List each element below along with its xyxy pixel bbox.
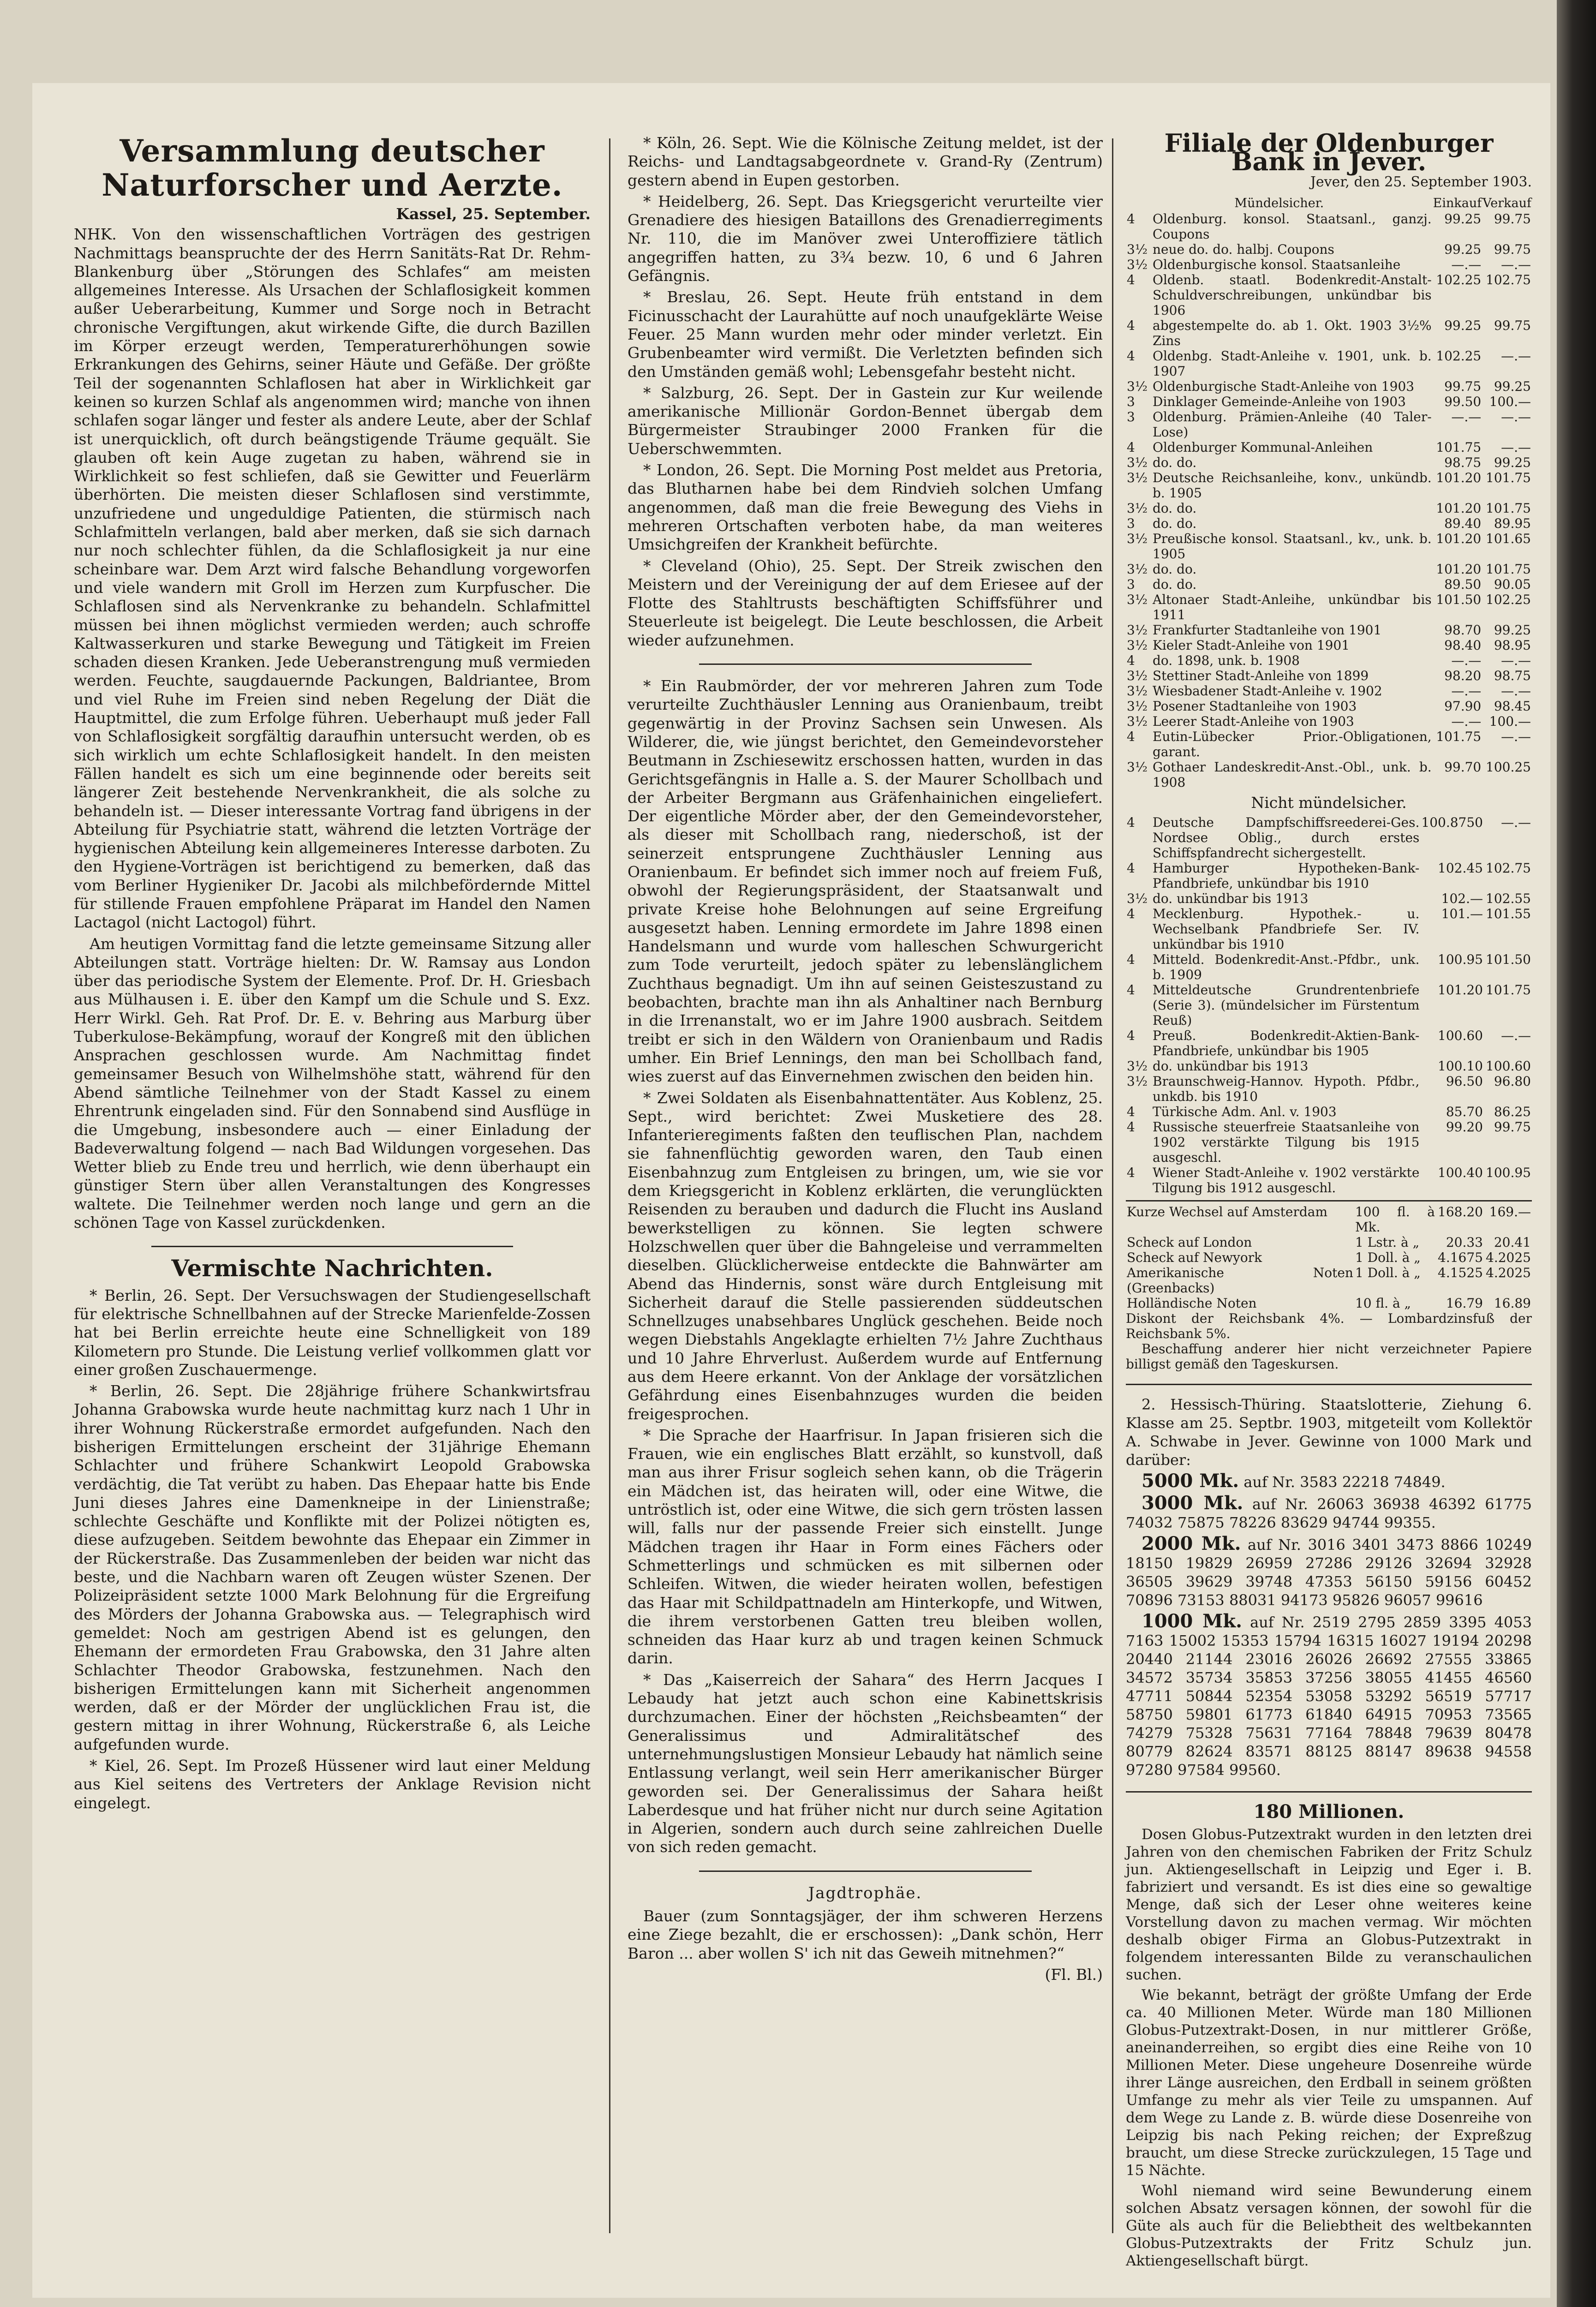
bond-sell: —.— [1501,683,1531,699]
bond-sell: 90.05 [1494,576,1531,592]
bond-row [1126,409,1532,440]
article-headline: Versammlung deutscher Naturforscher und Aerzte. [102,133,563,203]
poem-text: Bauer (zum Sonntagsjäger, der ihm schweren Herzens eine Ziege bezahlt, die er erschossen): „Dank schön, Herr Baron ... aber wollen S' ich nit das Geweih mitnehmen?“ [628,1907,1103,1962]
bond-name: neue do. do. halbj. Coupons [1153,241,1334,257]
bond-row [1126,394,1532,409]
bond-sell: 101.65 [1486,531,1531,546]
exchange-unit: 1 Lstr. à „ [1355,1235,1420,1250]
bond-rate: 3½ [1127,1058,1148,1074]
exchange-row [1126,1250,1532,1265]
bank-title: Filiale der Oldenburger Bank in Jever. [1164,128,1494,177]
bond-row [1126,653,1532,668]
ad-paragraph: Wie bekannt, beträgt der größte Umfang der Erde ca. 40 Millionen Meter. Würde man 180 Millionen Globus-Putzextrakt-Dosen, in nur mittlerer Größe, aneinanderreihen, so ergibt dies eine Reihe von 10 Millionen Meter. Diese ungeheure Dosenreihe würde ihrer Länge ausreichen, den Erdball in seinem größten Umfange zu mehr als vier Teile zu umspannen. Auf dem Wege zu Lande z. B. würde diese Dosenreihe von Leipzig bis nach Peking reichen; der Expreßzug braucht, um diese Strecke zurückzulegen, 15 Tage und 15 Nächte. [1126,1987,1532,2179]
bond-row [1126,729,1532,759]
bond-buy: 89.40 [1444,515,1482,531]
bond-rate: 4 [1127,906,1135,922]
bond-row [1126,379,1532,394]
bond-rate: 4 [1127,815,1135,831]
bond-buy: 97.90 [1444,698,1482,714]
bond-rate: 4 [1127,982,1135,998]
bond-buy: 101.20 [1436,500,1482,516]
bond-rate: 3½ [1127,759,1148,775]
bond-sell: 96.80 [1494,1074,1531,1089]
bond-sell: 102.25 [1486,592,1531,607]
bond-buy: 85.70 [1446,1104,1483,1120]
newspaper-page [32,83,1550,2298]
bond-rate: 3½ [1127,241,1148,257]
article-paragraph: NHK. Von den wissenschaftlichen Vorträgen des gestrigen Nachmittags beanspruchte der des Herrn Sanitäts-Rat Dr. Rehm-Blankenburg über „Störungen des Schlafes“ am meisten allgemeines Interesse. Als Ursachen der Schlaflosigkeit kommen außer Ueberarbeitung, Kummer und Sorge noch in Betracht chronische Vergiftungen, akut wirkende Gifte, die durch Bazillen im Körper erzeugt werden, Temperaturerhöhungen sowie Erkrankungen des Gehirns, seiner Häute und Gefäße. Der größte Teil der sogenannten Schlaflosen hat aber in Wirklichkeit gar keinen so kurzen Schlaf als angenommen wird; manche von ihnen schlafen sogar länger und fester als andere Leute, aber der Schlaf ist unerquicklich, oft durch beängstigende Träume gequält. Sie glauben oft kein Auge zugetan zu haben, während sie in Wirklichkeit so fest schliefen, daß sie Gewitter und Feuerlärm überhörten. Die meisten dieser Schlaflosen sind verstimmte, unzufriedene und ungeduldige Patienten, die stürmisch nach Schlafmitteln verlangen, bald aber merken, daß sie sich darnach nur noch schlechter fühlen, da die Schlaflosigkeit ja nur eine scheinbare war. Dem Arzt wird falsche Behandlung vorgeworfen und viele wandern mit Groll im Herzen zum Kurpfuscher. Die Schlaflosen sind als Nervenkranke zu behandeln. Schlafmittel müssen bei ihnen möglichst vermieden werden; auch schroffe Kaltwasserkuren und starke Bewegung und Tätigkeit im Freien schaden diesen Kranken. Jede Ueberanstrengung muß vermieden werden. Feuchte, saugdauernde Packungen, Baldriantee, Brom und viel Ruhe im Freien sind neben Regelung der Diät die Hauptmittel, die zum Erfolge führen. Ueberhaupt muß jeder Fall von Schlaflosigkeit sorgfältig daraufhin untersucht werden, ob es sich wirklich um echte Schlaflosigkeit handelt. In den meisten Fällen handelt es sich um eine beginnende oder bereits seit längerer Zeit bestehende Nervenkrankheit, die als solche zu behandeln ist. — Dieser interessante Vortrag fand übrigens in der Abteilung für Psychiatrie statt, während die letzten Vorträge der hygienischen Abteilung kein allgemeineres Interesse darboten. Zu den Hygiene-Vorträgen ist berichtigend zu bemerken, daß das vom Berliner Hygieniker Dr. Jacobi als milchbefördernde Mittel für stillende Frauen empfohlene Präparat im Handel den Namen Lactagol (nicht Lactogol) führt. [74,225,591,932]
prize-line [1126,1535,1532,1609]
bond-rate: 4 [1127,1104,1135,1120]
news-item: * Die Sprache der Haarfrisur. In Japan frisieren sich die Frauen, wie ein englisches Blatt erzählt, so kunstvoll, daß man aus ihrer Frisur sogleich sehen kann, ob die Trägerin ein Mädchen ist, das heiraten will, oder eine Witwe, die untröstlich ist, oder eine Witwe, die sich gern trösten lassen will, falls nur der passende Freier sich einstellt. Junge Mädchen tragen ihr Haar in Form eines Fächers oder Schmetterlings und schmücken es mit silbernen oder Schleifen. Witwen, die wieder heiraten wollen, befestigen das Haar mit Schildpattnadeln am Hinterkopfe, und Witwen, die ihrem verstorbenen Gatten treu bleiben wollen, schneiden das Haar kurz ab und tragen keinen Schmuck darin. [628,1426,1103,1667]
exchange-label: Scheck auf London [1127,1235,1252,1250]
bond-sell: 99.75 [1494,241,1531,257]
bank-note: Beschaffung anderer hier nicht verzeichneter Papiere billigst gemäß den Tageskursen. [1126,1341,1532,1372]
bond-row [1126,562,1532,577]
bond-rate: 3 [1127,394,1135,409]
bond-buy: 99.20 [1446,1119,1483,1135]
prize-amount: 5000 Mk. [1142,1470,1239,1492]
bond-sell: 100.— [1489,713,1531,729]
bond-name: Gothaer Landeskredit-Anst.-Obl., unk. b. 1908 [1153,759,1432,790]
bond-buy: —.— [1451,713,1482,729]
bond-name: Braunschweig-Hannov. Hypoth. Pfdbr., unkdb. bis 1910 [1153,1074,1420,1105]
bond-sell: 86.25 [1494,1104,1531,1120]
discount-note: Diskont der Reichsbank 4%. — Lombardzinsfuß der Reichsbank 5%. [1126,1311,1532,1342]
bond-sell: 102.55 [1486,891,1531,907]
article-paragraph: Am heutigen Vormittag fand die letzte gemeinsame Sitzung aller Abteilungen statt. Vorträge hielten: Dr. W. Ramsay aus London über das periodische System der Elemente. Prof. Dr. H. Griesbach aus Mülhausen i. E. über den Kampf um die Schule und S. Exz. Herr Wirkl. Geh. Rat Prof. Dr. E. v. Behring aus Marburg über Tuberkulose-Bekämpfung, worauf der Kongreß mit den üblichen Ansprachen geschlossen wurde. Am Nachmittag findet gemeinsamer Besuch von Wilhelmshöhe statt, während für den Abend sämtliche Teilnehmer von der Stadt Kassel zu einem Ehrentrunk eingeladen sind. Für den Sonnabend sind Ausflüge in die Umgebung, insbesondere auch — einer Einladung der Badeverwaltung folgend — nach Bad Wildungen vorgesehen. Das Wetter blieb zu Ende treu und herrlich, wie denn überhaupt ein günstiger Stern über allen Veranstaltungen des Kongresses waltete. Die Teilnehmer werden noch lange und gern an die schönen Tage von Kassel zurückdenken. [74,934,591,1232]
bond-sell: 100.95 [1486,1165,1531,1181]
bond-rate: 3½ [1127,470,1148,485]
bond-sell: 101.75 [1486,470,1531,485]
bond-rate: 4 [1127,439,1135,455]
exchange-sell: 4.2025 [1486,1265,1531,1281]
bond-name: Wiesbadener Stadt-Anleihe v. 1902 [1153,683,1382,699]
bond-row [1126,683,1532,699]
bank-table-mundelsicher [1126,195,1532,790]
bond-buy: —.— [1451,257,1482,272]
bond-row [1126,1028,1532,1058]
exchange-label: Kurze Wechsel auf Amsterdam [1127,1204,1328,1220]
bond-sell: 101.75 [1486,500,1531,516]
bond-sell: 101.55 [1486,906,1531,922]
poem-title: Jagdtrophäe. [808,1883,922,1902]
bond-buy: 98.40 [1444,637,1482,653]
bond-row [1126,1165,1532,1195]
bond-rate: 4 [1127,729,1135,744]
exchange-label: Amerikanische Noten (Greenbacks) [1127,1265,1353,1296]
exchange-sell: 4.2025 [1486,1250,1531,1266]
bond-row [1126,211,1532,242]
bond-buy: 100.60 [1438,1028,1483,1044]
bond-buy: 100.95 [1438,952,1483,968]
bond-name: Oldenburgische konsol. Staatsanleihe [1153,257,1401,272]
bond-row [1126,815,1532,861]
section-headline: Vermischte Nachrichten. [171,1255,493,1282]
prize-line [1126,1494,1532,1532]
bond-name: do. unkündbar bis 1913 [1153,891,1309,907]
bank-date: Jever, den 25. September 1903. [1310,173,1532,190]
bond-row [1126,348,1532,379]
bond-sell: —.— [1501,257,1531,272]
news-item: * Köln, 26. Sept. Wie die Kölnische Zeitung meldet, ist der Reichs- und Landtagsabgeordnete v. Grand-Ry (Zentrum) gestern abend in Eupen gestorben. [628,134,1103,189]
bond-sell: 99.75 [1494,211,1531,227]
bond-name: Leerer Stadt-Anleihe von 1903 [1153,713,1354,729]
prize-numbers: auf Nr. 3583 22218 74849. [1243,1473,1446,1491]
bond-name: do. 1898, unk. b. 1908 [1153,652,1300,668]
section-divider [1126,1200,1532,1201]
bond-sell: —.— [1501,439,1531,455]
news-item: * Heidelberg, 26. Sept. Das Kriegsgericht verurteilte vier Grenadiere des hiesigen Bataillons des Grenadierregiments Nr. 110, die im Manöver zwei Unteroffiziere tätlich angegriffen hatten, zu 3¾ bezw. 10, 6 und 6 Jahren Gefängnis. [628,192,1103,285]
bond-name: Hamburger Hypotheken-Bank-Pfandbriefe, unkündbar bis 1910 [1153,861,1420,891]
bond-buy: 102.25 [1436,348,1482,364]
bond-row [1126,272,1532,318]
bond-buy: 102.25 [1436,272,1482,287]
bond-buy: 101.75 [1436,439,1482,455]
bond-buy: 102.45 [1438,861,1483,876]
bond-sell: 99.25 [1494,454,1531,470]
column-right [1126,128,1532,2272]
article-dateline: Kassel, 25. September. [396,205,591,223]
prize-numbers: auf Nr. 3016 3401 3473 8866 10249 18150 19829 26959 27286 29126 32694 32928 36505 39629 39748 47353 56150 59156 60452 70896 73153 88031 94173 95826 96057 99616 [1126,1536,1532,1609]
bond-rate: 3½ [1127,713,1148,729]
exchange-unit: 10 fl. à „ [1355,1296,1411,1311]
news-item: * Das „Kaiserreich der Sahara“ des Herrn Jacques I Lebaudy hat jetzt auch schon eine Kabinettskrisis durchzumachen. Einer der höchsten „Reichsbeamten“ der Generalissimus und Admiralitätschef des unternehmungslustigen Monsieur Lebaudy hat nämlich seine Entlassung verlangt, weil sein Herr amerikanischer Bürger geworden sei. Der Generalissimus der Sahara heißt Laberdesque und hat früher nicht nur durch seine Agitation in Algerien, sondern auch durch seine zahlreichen Duelle von sich reden gemacht. [628,1670,1103,1856]
news-item: * London, 26. Sept. Die Morning Post meldet aus Pretoria, das Blutharnen habe bei dem Rindvieh solchen Umfang angenommen, daß man die freie Bewegung des Viehs in mehreren Ortschaften verboten habe, da man weiteres Umsichgreifen der Krankheit befürchte. [628,461,1103,554]
bond-name: Deutsche Reichsanleihe, konv., unkündb. b. 1905 [1153,470,1432,501]
bond-sell: 101.75 [1486,982,1531,998]
bond-rate: 3½ [1127,668,1148,683]
bond-buy: 101.20 [1436,531,1482,546]
bond-name: Preußische konsol. Staatsanl., kv., unk. b. 1905 [1153,531,1432,562]
lottery-title: 2. Hessisch-Thüring. Staatslotterie, Ziehung 6. Klasse am 25. Septbr. 1903, mitgeteilt vom Kollektör A. Schwabe in Jever. Gewinne von 1000 Mark und darüber: [1126,1396,1532,1469]
bond-row [1126,759,1532,790]
section-divider [699,1871,1032,1872]
bond-name: Mitteld. Bodenkredit-Anst.-Pfdbr., unk. b. 1909 [1153,952,1420,983]
exchange-sell: 20.41 [1494,1235,1531,1250]
bond-row [1126,257,1532,272]
bond-buy: 96.50 [1446,1074,1483,1089]
bond-rate: 3½ [1127,454,1148,470]
bond-name: Oldenburger Kommunal-Anleihen [1153,439,1373,455]
prize-line [1126,1472,1532,1491]
bond-row [1126,1058,1532,1074]
bond-name: Türkische Adm. Anl. v. 1903 [1153,1104,1337,1120]
bond-name: Kieler Stadt-Anleihe von 1901 [1153,637,1350,653]
bond-row [1126,501,1532,516]
section-divider [1126,1791,1532,1793]
bond-sell: 89.95 [1494,515,1531,531]
poem-source: (Fl. Bl.) [1045,1965,1103,1984]
exchange-buy: 4.1675 [1438,1250,1483,1266]
exchange-sell: 169.— [1489,1204,1531,1220]
bond-row [1126,1104,1532,1119]
exchange-table [1126,1204,1532,1311]
bond-row [1126,668,1532,683]
bond-rate: 3 [1127,576,1135,592]
bond-rate: 3½ [1127,561,1148,577]
bond-name: do. do. [1153,500,1197,516]
column-left [74,134,591,1815]
prize-line [1126,1612,1532,1779]
bond-rate: 4 [1127,1165,1135,1181]
bond-rate: 4 [1127,272,1135,287]
bond-sell: —.— [1501,348,1531,364]
bond-buy: 99.75 [1444,378,1482,394]
news-item: * Berlin, 26. Sept. Der Versuchswagen der Studiengesellschaft für elektrische Schnellbahnen auf der Strecke Marienfelde-Zossen hat bei Berlin erreichte heute eine Schnelligkeit von 189 Kilometern pro Stunde. Die Leistung verlief vollkommen glatt vor einer großen Zuschauermenge. [74,1286,591,1379]
bond-sell: —.— [1501,815,1531,831]
column-divider [1112,138,1113,2233]
bond-buy: 101.— [1441,906,1483,922]
bond-name: Preuß. Bodenkredit-Aktien-Bank-Pfandbriefe, unkündbar bis 1905 [1153,1028,1420,1059]
bond-buy: —.— [1451,409,1482,424]
bond-name: Oldenburg. konsol. Staatsanl., ganzj. Coupons [1153,211,1432,242]
bond-buy: 101.75 [1436,729,1482,744]
bond-sell: —.— [1501,652,1531,668]
ad-paragraph: Wohl niemand wird seine Bewunderung einem solchen Absatz versagen können, der sowohl für die Güte als auch für die Beliebtheit des weltbekannten Globus-Putzextrakts der Fritz Schulz jun. Aktiengesellschaft bürgt. [1126,2182,1532,2270]
bond-name: Mecklenburg. Hypothek.- u. Wechselbank Pfandbriefe Ser. IV. unkündbar bis 1910 [1153,906,1420,952]
bond-rate: 3 [1127,409,1135,424]
bond-rate: 3½ [1127,683,1148,699]
bond-row [1126,455,1532,470]
exchange-row [1126,1265,1532,1296]
bond-buy: —.— [1451,652,1482,668]
exchange-unit: 1 Doll. à „ [1355,1250,1421,1266]
bond-sell: 101.75 [1486,561,1531,577]
bond-name: do. do. [1153,576,1197,592]
bond-buy: 99.25 [1444,211,1482,227]
bond-row [1126,952,1532,982]
col-header-sell: Verkauf [1482,196,1531,210]
exchange-unit: 100 fl. à Mk. [1355,1204,1435,1235]
bond-row [1126,714,1532,729]
prize-numbers: auf Nr. 2519 2795 2859 3395 4053 7163 15002 15353 15794 16315 16027 19194 20298 20440 21144 23016 26026 26692 27555 33865 34572 35734 35853 37256 38055 41455 46560 47711 50844 52354 53058 53292 56519 57717 58750 59801 61773 61840 64915 70953 73565 74279 75328 75631 77164 78848 79639 80478 80779 82624 83571 88125 88147 89638 94558 97280 97584 99560. [1126,1614,1532,1779]
bond-row [1126,1074,1532,1104]
exchange-buy: 168.20 [1438,1204,1483,1220]
bond-row [1126,242,1532,257]
bond-row [1126,699,1532,714]
page-edge-shadow [1557,0,1596,2307]
news-item: * Zwei Soldaten als Eisenbahnattentäter. Aus Koblenz, 25. Sept., wird berichtet: Zwei Musketiere des 28. Infanterieregiments faßten den teuflischen Plan, nachdem sie fahnenflüchtig geworden waren, den Taub einen Eisenbahnzug zum Entgleisen zu bringen, um, wie sie vor dem Kriegsgericht in Koblenz erklärten, die verunglückten Reisenden zu berauben und dadurch die Flucht ins Ausland bewerkstelligen zu können. Sie legten schwere Holzschwellen quer über die Bahngeleise und verrammelten dieselben. Glücklicherweise entdeckte die Bahnwärter am Abend das Hindernis, sonst wäre durch Entgleisung mit Sicherheit darauf die Stelle passierenden süddeutschen Schnellzuges unabsehbares Unglück geschehen. Beide noch wegen Diebstahls Angeklagte erhielten 7½ Jahre Zuchthaus und 10 Jahre Ehrverlust. Außerdem wurde auf Entfernung aus dem Heere erkannt. Von der Anklage der vorsätzlichen Gefährdung eines Eisenbahnzuges wurden die beiden freigesprochen. [628,1088,1103,1423]
bond-buy: 102.— [1441,891,1483,907]
bond-buy: —.— [1451,683,1482,699]
news-item: * Berlin, 26. Sept. Die 28jährige frühere Schankwirtsfrau Johanna Grabowska wurde heute nachmittag kurz nach 1 Uhr in ihrer Wohnung Rückerstraße ermordet aufgefunden. Nach den bisherigen Ermittelungen erscheint der 31jährige Ehemann Schlachter und frühere Schankwirt Leopold Grabowska verdächtig, die Tat verübt zu haben. Das Ehepaar hatte bis Ende Juni dieses Jahres eine Damenkneipe in der Linienstraße; schlechte Geschäfte und Konflikte mit der Polizei nötigten es, diese aufzugeben. Seitdem bewohnte das Ehepaar ein Zimmer in der Rückerstraße. Das Zusammenleben der beiden war nicht das beste, und die Nachbarn waren oft Zeugen wüster Szenen. Der Polizeipräsident setzte 1000 Mark Belohnung für die Ergreifung des Mörders der Johanna Grabowska aus. — Telegraphisch wird gemeldet: Noch am gestrigen Abend ist es gelungen, den Ehemann der ermordeten Frau Grabowska, den 31 Jahre alten Schlachter Theodor Grabowska, festzunehmen. Nach den bisherigen Ermittelungen kann mit Sicherheit angenommen werden, daß er der Mörder der unglücklichen Frau ist, die gestern mittag in ihrer Wohnung, Rückerstraße 6, als Leiche aufgefunden wurde. [74,1382,591,1753]
bond-name: Eutin-Lübecker Prior.-Obligationen, garant. [1153,729,1432,759]
prize-amount: 3000 Mk. [1142,1492,1243,1514]
ad-headline: 180 Millionen. [1253,1801,1405,1823]
news-item: * Salzburg, 26. Sept. Der in Gastein zur Kur weilende amerikanische Millionär Gordon-Bennet übergab dem Bürgermeister Straubinger 2000 Franken für die Ueberschwemmten. [628,383,1103,458]
bond-rate: 3½ [1127,500,1148,516]
bond-name: Oldenb. staatl. Bodenkredit-Anstalt-Schuldverschreibungen, unkündbar bis 1906 [1153,272,1432,318]
news-item: * Ein Raubmörder, der vor mehreren Jahren zum Tode verurteilte Zuchthäusler Lenning aus Oranienbaum, treibt gegenwärtig in der Provinz Sachsen sein Unwesen. Als Wilderer, die, wie jüngst berichtet, den Gemeindevorsteher Beutmann in Zschiesewitz erschossen hatten, wurden in das Gerichtsgefängnis in Halle a. S. der Maurer Schollbach und der Arbeiter Bergmann aus Gräfenhainichen eingeliefert. Der eigentliche Mörder aber, der den Gemeindevorsteher, als dieser mit Schollbach rang, niederschoß, ist der seinerzeit entsprungene Zuchthäusler Lenning aus Oranienbaum. Er befindet sich immer noch auf freiem Fuß, obwohl der Regierungspräsident, der Staatsanwalt und private Kreise hohe Belohnungen auf seine Ergreifung ausgesetzt haben. Lenning ermordete im Jahre 1898 einen Handelsmann und wurde vom halleschen Schwurgericht zum Tode verurteilt, jedoch später zu lebenslänglichem Zuchthaus begnadigt. Um ihn auf seinen Geisteszustand zu beobachten, brachte man ihn als Anhaltiner nach Bernburg in die Irrenanstalt, wo er im Jahre 1900 ausbrach. Seitdem treibt er sich in den Wäldern von Oranienbaum und Radis umher. Ein Brief Lennings, den man bei Schollbach fand, wies zuerst auf das Einvernehmen zwischen den beiden hin. [628,677,1103,1086]
bond-rate: 4 [1127,952,1135,968]
bond-buy: 100.8750 [1421,815,1483,831]
bond-rate: 4 [1127,1028,1135,1044]
bond-name: do. unkündbar bis 1913 [1153,1058,1309,1074]
bond-name: do. do. [1153,454,1197,470]
bond-rate: 4 [1127,317,1135,333]
section-divider [1126,1384,1532,1385]
bond-rate: 4 [1127,211,1135,227]
bond-name: abgestempelte do. ab 1. Okt. 1903 3½% Zins [1153,317,1432,348]
bond-buy: 99.70 [1444,759,1482,775]
bond-name: Altonaer Stadt-Anleihe, unkündbar bis 1911 [1153,592,1432,622]
bond-row [1126,592,1532,622]
bond-sell: —.— [1501,729,1531,744]
bond-rate: 3½ [1127,637,1148,653]
section-divider [699,663,1032,665]
exchange-label: Scheck auf Newyork [1127,1250,1262,1266]
column-middle [628,134,1103,1986]
bond-buy: 101.20 [1438,982,1483,998]
bond-name: Oldenburg. Prämien-Anleihe (40 Taler-Lose) [1153,409,1432,440]
section-label: Nicht mündelsicher. [1251,793,1407,812]
bond-row [1126,622,1532,638]
bond-row [1126,516,1532,531]
bond-sell: 99.75 [1494,317,1531,333]
exchange-buy: 16.79 [1446,1296,1483,1311]
bond-rate: 3½ [1127,891,1148,907]
bond-name: Wiener Stadt-Anleihe v. 1902 verstärkte Tilgung bis 1912 ausgeschl. [1153,1165,1420,1196]
bond-sell: 99.75 [1494,1119,1531,1135]
bond-rate: 4 [1127,348,1135,364]
ad-paragraph: Dosen Globus-Putzextrakt wurden in den letzten drei Jahren von den chemischen Fabriken der Fritz Schulz jun. Aktiengesellschaft in Leipzig und Eger i. B. fabriziert und versandt. Es ist dies eine so gewaltige Menge, daß sich der Leser ohne weiteres keine Vorstellung davon zu machen vermag. Wir möchten deshalb obiger Firma an Globus-Putzextrakt in folgendem interessanten Bilde zu veranschaulichen suchen. [1126,1826,1532,1984]
bond-rate: 4 [1127,861,1135,876]
bond-row [1126,318,1532,348]
bond-sell: 100.60 [1486,1058,1531,1074]
exchange-row [1126,1235,1532,1250]
column-divider [609,138,610,2233]
exchange-unit: 1 Doll. à „ [1355,1265,1421,1281]
bond-sell: 98.75 [1494,668,1531,683]
bond-buy: 101.20 [1436,470,1482,485]
bond-buy: 99.25 [1444,317,1482,333]
bond-name: Mitteldeutsche Grundrentenbriefe (Serie 3). (mündelsicher im Fürstentum Reuß) [1153,982,1420,1028]
bond-buy: 99.25 [1444,241,1482,257]
bond-rate: 3½ [1127,592,1148,607]
exchange-sell: 16.89 [1494,1296,1531,1311]
bond-row [1126,982,1532,1028]
prize-amount: 2000 Mk. [1142,1533,1241,1555]
bond-buy: 89.50 [1444,576,1482,592]
col-header-buy: Einkauf [1433,196,1482,210]
bond-buy: 100.40 [1438,1165,1483,1181]
bond-rate: 3½ [1127,1074,1148,1089]
bond-sell: 102.75 [1486,272,1531,287]
bond-sell: 100.25 [1486,759,1531,775]
bond-rate: 4 [1127,652,1135,668]
section-divider [151,1246,513,1247]
bond-sell: 99.25 [1494,622,1531,638]
news-item: * Kiel, 26. Sept. Im Prozeß Hüssener wird laut einer Meldung aus Kiel seitens des Vertreters der Anklage Revision nicht eingelegt. [74,1757,591,1812]
bond-name: Stettiner Stadt-Anleihe von 1899 [1153,668,1369,683]
bond-row [1126,470,1532,501]
bond-row [1126,531,1532,562]
bond-row [1126,577,1532,592]
bond-name: Oldenbg. Stadt-Anleihe v. 1901, unk. b. 1907 [1153,348,1432,379]
bond-name: Dinklager Gemeinde-Anleihe von 1903 [1153,394,1406,409]
bond-row [1126,440,1532,455]
bond-row [1126,1119,1532,1165]
news-item: * Breslau, 26. Sept. Heute früh entstand in dem Ficinusschacht der Laurahütte auf noch unaufgeklärte Weise Feuer. 25 Mann wurden mehr oder minder verletzt. Ein Grubenbeamter wird vermißt. Die Verletzten befinden sich den Umständen gemäß wohl; Lebensgefahr besteht nicht. [628,288,1103,381]
exchange-buy: 20.33 [1446,1235,1483,1250]
bond-name: Oldenburgische Stadt-Anleihe von 1903 [1153,378,1415,394]
bond-name: do. do. [1153,561,1197,577]
exchange-row [1126,1204,1532,1235]
bond-sell: 99.25 [1494,378,1531,394]
bond-name: Posener Stadtanleihe von 1903 [1153,698,1357,714]
bond-rate: 3½ [1127,378,1148,394]
exchange-row [1126,1296,1532,1311]
bond-buy: 98.20 [1444,668,1482,683]
lottery-prizes [1126,1472,1532,1779]
bond-buy: 99.50 [1444,394,1482,409]
bond-buy: 101.20 [1436,561,1482,577]
bond-sell: 101.50 [1486,952,1531,968]
bond-rate: 4 [1127,1119,1135,1135]
bond-rate: 3½ [1127,531,1148,546]
bond-name: Deutsche Dampfschiffsreederei-Ges. Nordsee Oblig., durch erstes Schiffspfandrecht sichergestellt. [1153,815,1420,861]
bond-buy: 98.75 [1444,454,1482,470]
bond-name: Russische steuerfreie Staatsanleihe von 1902 verstärkte Tilgung bis 1915 ausgeschl. [1153,1119,1420,1165]
bond-rate: 3½ [1127,257,1148,272]
bond-sell: 102.75 [1486,861,1531,876]
bond-rate: 3½ [1127,622,1148,638]
bond-row [1126,638,1532,653]
bond-rate: 3 [1127,515,1135,531]
bond-sell: —.— [1501,1028,1531,1044]
bond-sell: 98.45 [1494,698,1531,714]
bond-buy: 100.10 [1438,1058,1483,1074]
prize-amount: 1000 Mk. [1142,1610,1243,1632]
bond-sell: —.— [1501,409,1531,424]
bond-row [1126,861,1532,891]
bond-buy: 98.70 [1444,622,1482,638]
news-item: * Cleveland (Ohio), 25. Sept. Der Streik zwischen den Meistern und der Vereinigung der auf dem Eriesee auf der Flotte des Stahltrusts beschäftigten Schiffsführer und Steuerleute ist beigelegt. Die Leute beschlossen, die Arbeit wieder aufzunehmen. [628,556,1103,649]
prize-numbers: auf Nr. 26063 36938 46392 61775 74032 75875 78226 83629 94744 99355. [1126,1495,1532,1532]
bond-name: Frankfurter Stadtanleihe von 1901 [1153,622,1382,638]
bond-sell: 100.— [1489,394,1531,409]
bond-row [1126,906,1532,952]
bond-sell: 98.95 [1494,637,1531,653]
bond-row [1126,891,1532,906]
bond-name: do. do. [1153,515,1197,531]
bond-buy: 101.50 [1436,592,1482,607]
exchange-label: Holländische Noten [1127,1296,1257,1311]
exchange-buy: 4.1525 [1438,1265,1483,1281]
bank-table-nicht-mundelsicher [1126,815,1532,1195]
section-label: Mündelsicher. [1234,196,1324,210]
bond-rate: 3½ [1127,698,1148,714]
